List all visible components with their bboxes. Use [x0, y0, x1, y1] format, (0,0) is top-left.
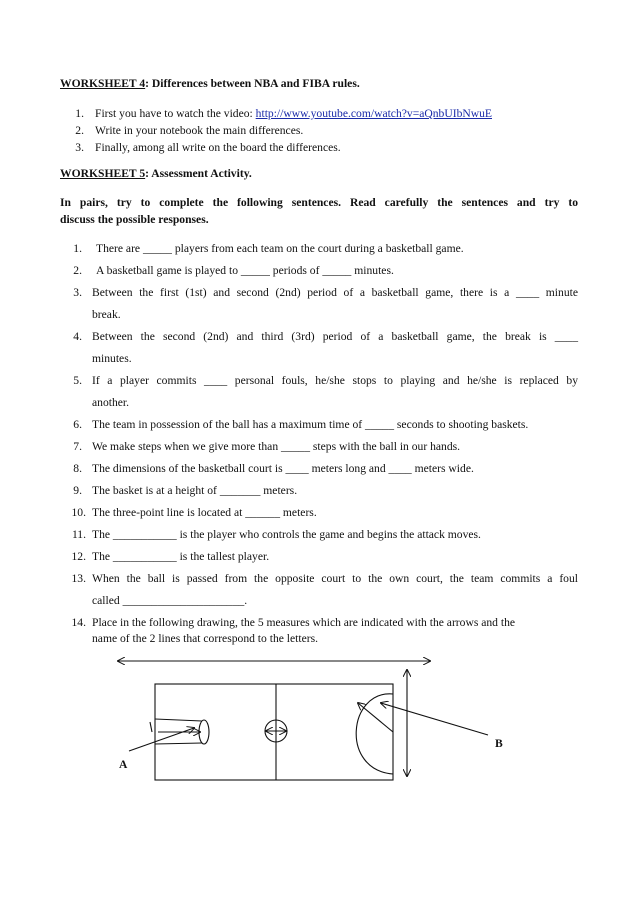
video-link[interactable]: http://www.youtube.com/watch?v=aQnbUIbNwuE — [255, 107, 492, 120]
question-number: 7. — [73, 440, 82, 453]
question-number: 3. — [73, 286, 82, 299]
question-number: 14. — [71, 616, 86, 629]
question-text: Between the second (2nd) and third (3rd) period of a basketball game, the break is ____ — [92, 330, 578, 343]
question-number: 8. — [73, 462, 82, 475]
question-text: The ___________ is the player who controls the game and begins the attack moves. — [92, 528, 481, 541]
question-number: 5. — [73, 374, 82, 387]
question-text: The basket is at a height of _______ meters. — [92, 484, 298, 497]
question-text: break. — [92, 308, 121, 321]
question-text: Between the first (1st) and second (2nd) period of a basketball game, there is a ____ minute — [92, 286, 578, 299]
question-text: There are _____ players from each team on the court during a basketball game. — [96, 242, 464, 255]
question-number: 2. — [73, 264, 82, 277]
ws4-item-number: 3. — [75, 141, 84, 154]
ws5-intro-line: discuss the possible responses. — [60, 213, 209, 226]
question-number: 9. — [73, 484, 82, 497]
tick-mark — [150, 722, 152, 732]
question-text: another. — [92, 396, 130, 409]
question-number: 13. — [71, 572, 86, 585]
ws4-item-text: First you have to watch the video: — [95, 107, 256, 120]
three-point-distance-arrow — [358, 703, 393, 732]
ws4-item-number: 1. — [75, 107, 84, 120]
free-throw-circle — [199, 720, 209, 744]
ws4-item-text: Write in your notebook the main differences. — [95, 124, 304, 137]
worksheet-5-label: WORKSHEET 5 — [60, 167, 146, 180]
question-text: called _____________________. — [92, 594, 248, 607]
question-text: If a player commits ____ personal fouls, he/she stops to playing and he/she is replaced by — [92, 374, 578, 387]
pointer-line-b — [381, 703, 488, 735]
question-text: When the ball is passed from the opposite court to the own court, the team commits a foul — [92, 572, 578, 585]
question-text: We make steps when we give more than _____ steps with the ball in our hands. — [92, 440, 461, 453]
question-number: 12. — [71, 550, 86, 563]
question-text: The dimensions of the basketball court is ____ meters long and ____ meters wide. — [92, 462, 474, 475]
worksheet-5-heading: : Assessment Activity. — [145, 167, 252, 180]
question-text: The three-point line is located at ______ meters. — [92, 506, 317, 519]
worksheet-4-heading: : Differences between NBA and FIBA rules. — [145, 77, 360, 90]
question-number: 11. — [71, 528, 86, 541]
ws4-item-text: Finally, among all write on the board the differences. — [95, 141, 341, 154]
ws4-item-number: 2. — [75, 124, 84, 137]
question-text: A basketball game is played to _____ periods of _____ minutes. — [96, 264, 394, 277]
question-text: minutes. — [92, 352, 132, 365]
question-number: 4. — [73, 330, 82, 343]
label-a: A — [119, 758, 128, 771]
ws5-intro-line: In pairs, try to complete the following sentences. Read carefully the sentences and try to — [60, 196, 578, 209]
question-text: name of the 2 lines that correspond to the letters. — [92, 632, 319, 645]
question-text: The team in possession of the ball has a maximum time of _____ seconds to shooting baskets. — [92, 418, 529, 431]
question-text: The ___________ is the tallest player. — [92, 550, 270, 563]
label-b: B — [495, 737, 503, 750]
question-number: 6. — [73, 418, 82, 431]
worksheet-4-label: WORKSHEET 4 — [60, 77, 146, 90]
question-text: Place in the following drawing, the 5 measures which are indicated with the arrows and the — [92, 616, 516, 629]
question-number: 10. — [71, 506, 86, 519]
question-number: 1. — [73, 242, 82, 255]
